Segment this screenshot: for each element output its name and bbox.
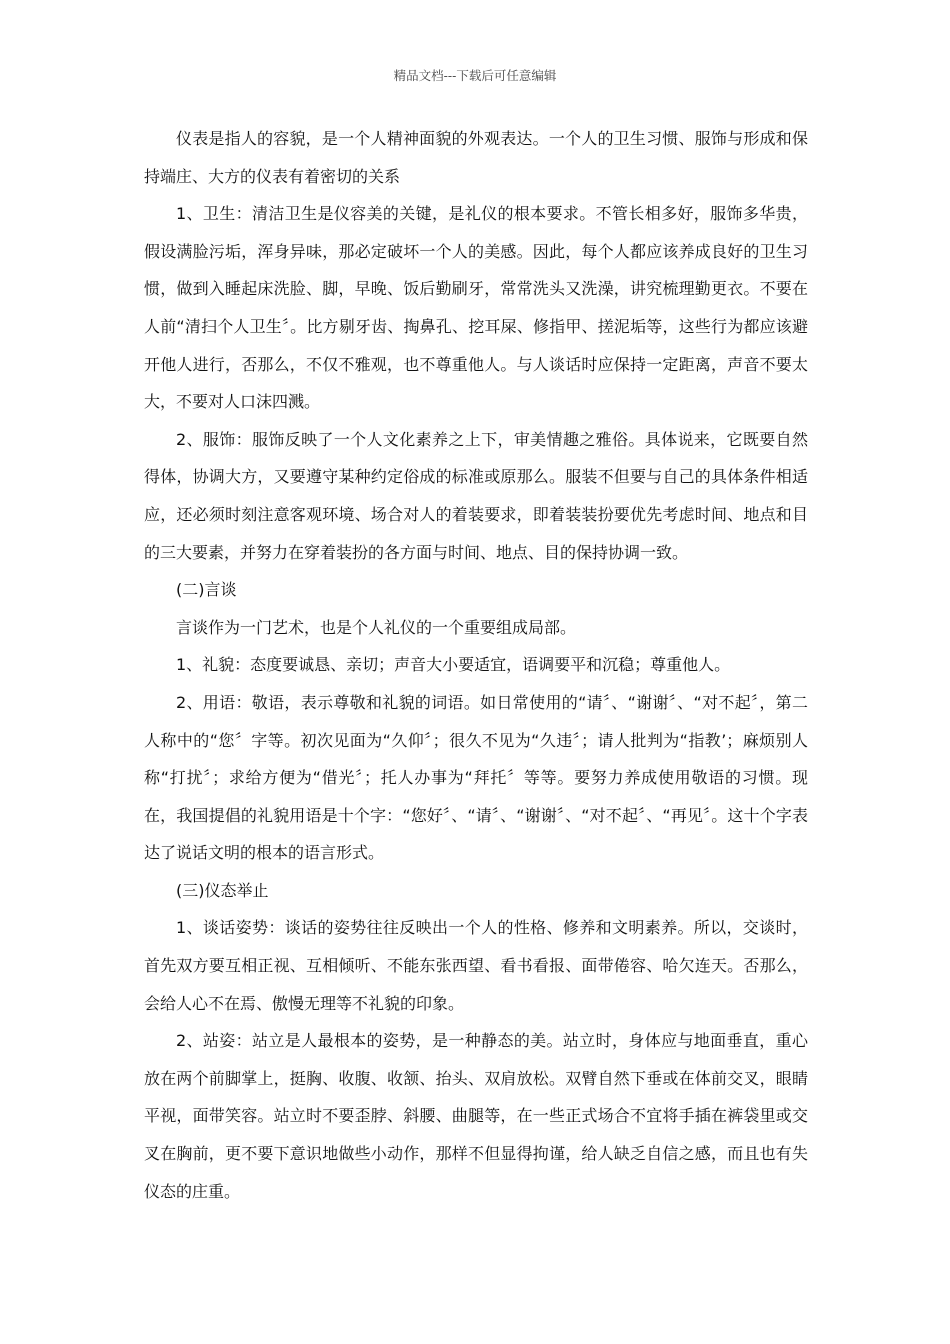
paragraph-standing-posture: 2、站姿：站立是人最根本的姿势，是一种静态的美。站立时，身体应与地面垂直，重心放在两个前脚掌上，挺胸、收腹、收颔、抬头、双肩放松。双臂自然下垂或在体前交叉，眼睛平视，面带笑容。站立时不要歪脖、斜腰、曲腿等，在一些正式场合不宜将手插在裤袋里或交叉在胸前，更不要下意识地做些小动作，那样不但显得拘谨，给人缺乏自信之感，而且也有失仪态的庄重。 [144, 1031, 808, 1201]
paragraph-talking-posture: 1、谈话姿势：谈话的姿势往往反映出一个人的性格、修养和文明素养。所以，交谈时，首先双方要互相正视、互相倾听、不能东张西望、看书看报、面带倦容、哈欠连天。否那么，会给人心不在焉、傲慢无理等不礼貌的印象。 [144, 918, 808, 1013]
paragraph-clothing: 2、服饰：服饰反映了一个人文化素养之上下，审美情趣之雅俗。具体说来，它既要自然得体，协调大方，又要遵守某种约定俗成的标准或原那么。服装不但要与自己的具体条件相适应，还必须时刻注意客观环境、场合对人的着装要求，即着装装扮要优先考虑时间、地点和目的三大要素，并努力在穿着装扮的各方面与时间、地点、目的保持协调一致。 [144, 429, 808, 562]
paragraph-hygiene: 1、卫生：清洁卫生是仪容美的关键，是礼仪的根本要求。不管长相多好，服饰多华贵，假设满脸污垢，浑身异味，那必定破坏一个人的美感。因此，每个人都应该养成良好的卫生习惯，做到入睡起床洗脸、脚，早晚、饭后勤刷牙，常常洗头又洗澡，讲究梳理勤更衣。不要在人前“清扫个人卫生〞。比方剔牙齿、掏鼻孔、挖耳屎、修指甲、搓泥垢等，这些行为都应该避开他人进行，否那么，不仅不雅观，也不尊重他人。与人谈话时应保持一定距离，声音不要太大，不要对人口沫四溅。 [144, 204, 808, 412]
page-header: 精品文档---下载后可任意编辑 [393, 68, 557, 83]
paragraph-terms: 2、用语：敬语，表示尊敬和礼貌的词语。如日常使用的“请〞、“谢谢〞、“对不起〞，第二人称中的“您〞字等。初次见面为“久仰〞；很久不见为“久违〞；请人批判为“指教’；麻烦别人称“打扰〞；求给方便为“借光〞；托人办事为“拜托〞等等。要努力养成使用敬语的习惯。现在，我国提倡的礼貌用语是十个字：“您好〞、“请〞、“谢谢〞、“对不起〞、“再见〞。这十个字表达了说话文明的根本的语言形式。 [144, 692, 808, 863]
document-body [144, 120, 808, 1210]
paragraph-courtesy: 1、礼貌：态度要诚恳、亲切；声音大小要适宜，语调要平和沉稳；尊重他人。 [176, 655, 731, 675]
paragraph-speech-intro: 言谈作为一门艺术，也是个人礼仪的一个重要组成局部。 [176, 617, 577, 637]
section-heading-speech: (二)言谈 [176, 580, 237, 600]
paragraph-intro: 仪表是指人的容貌，是一个人精神面貌的外观表达。一个人的卫生习惯、服饰与形成和保持端庄、大方的仪表有着密切的关系 [144, 129, 808, 186]
section-heading-manners: (三)仪态举止 [176, 880, 269, 900]
